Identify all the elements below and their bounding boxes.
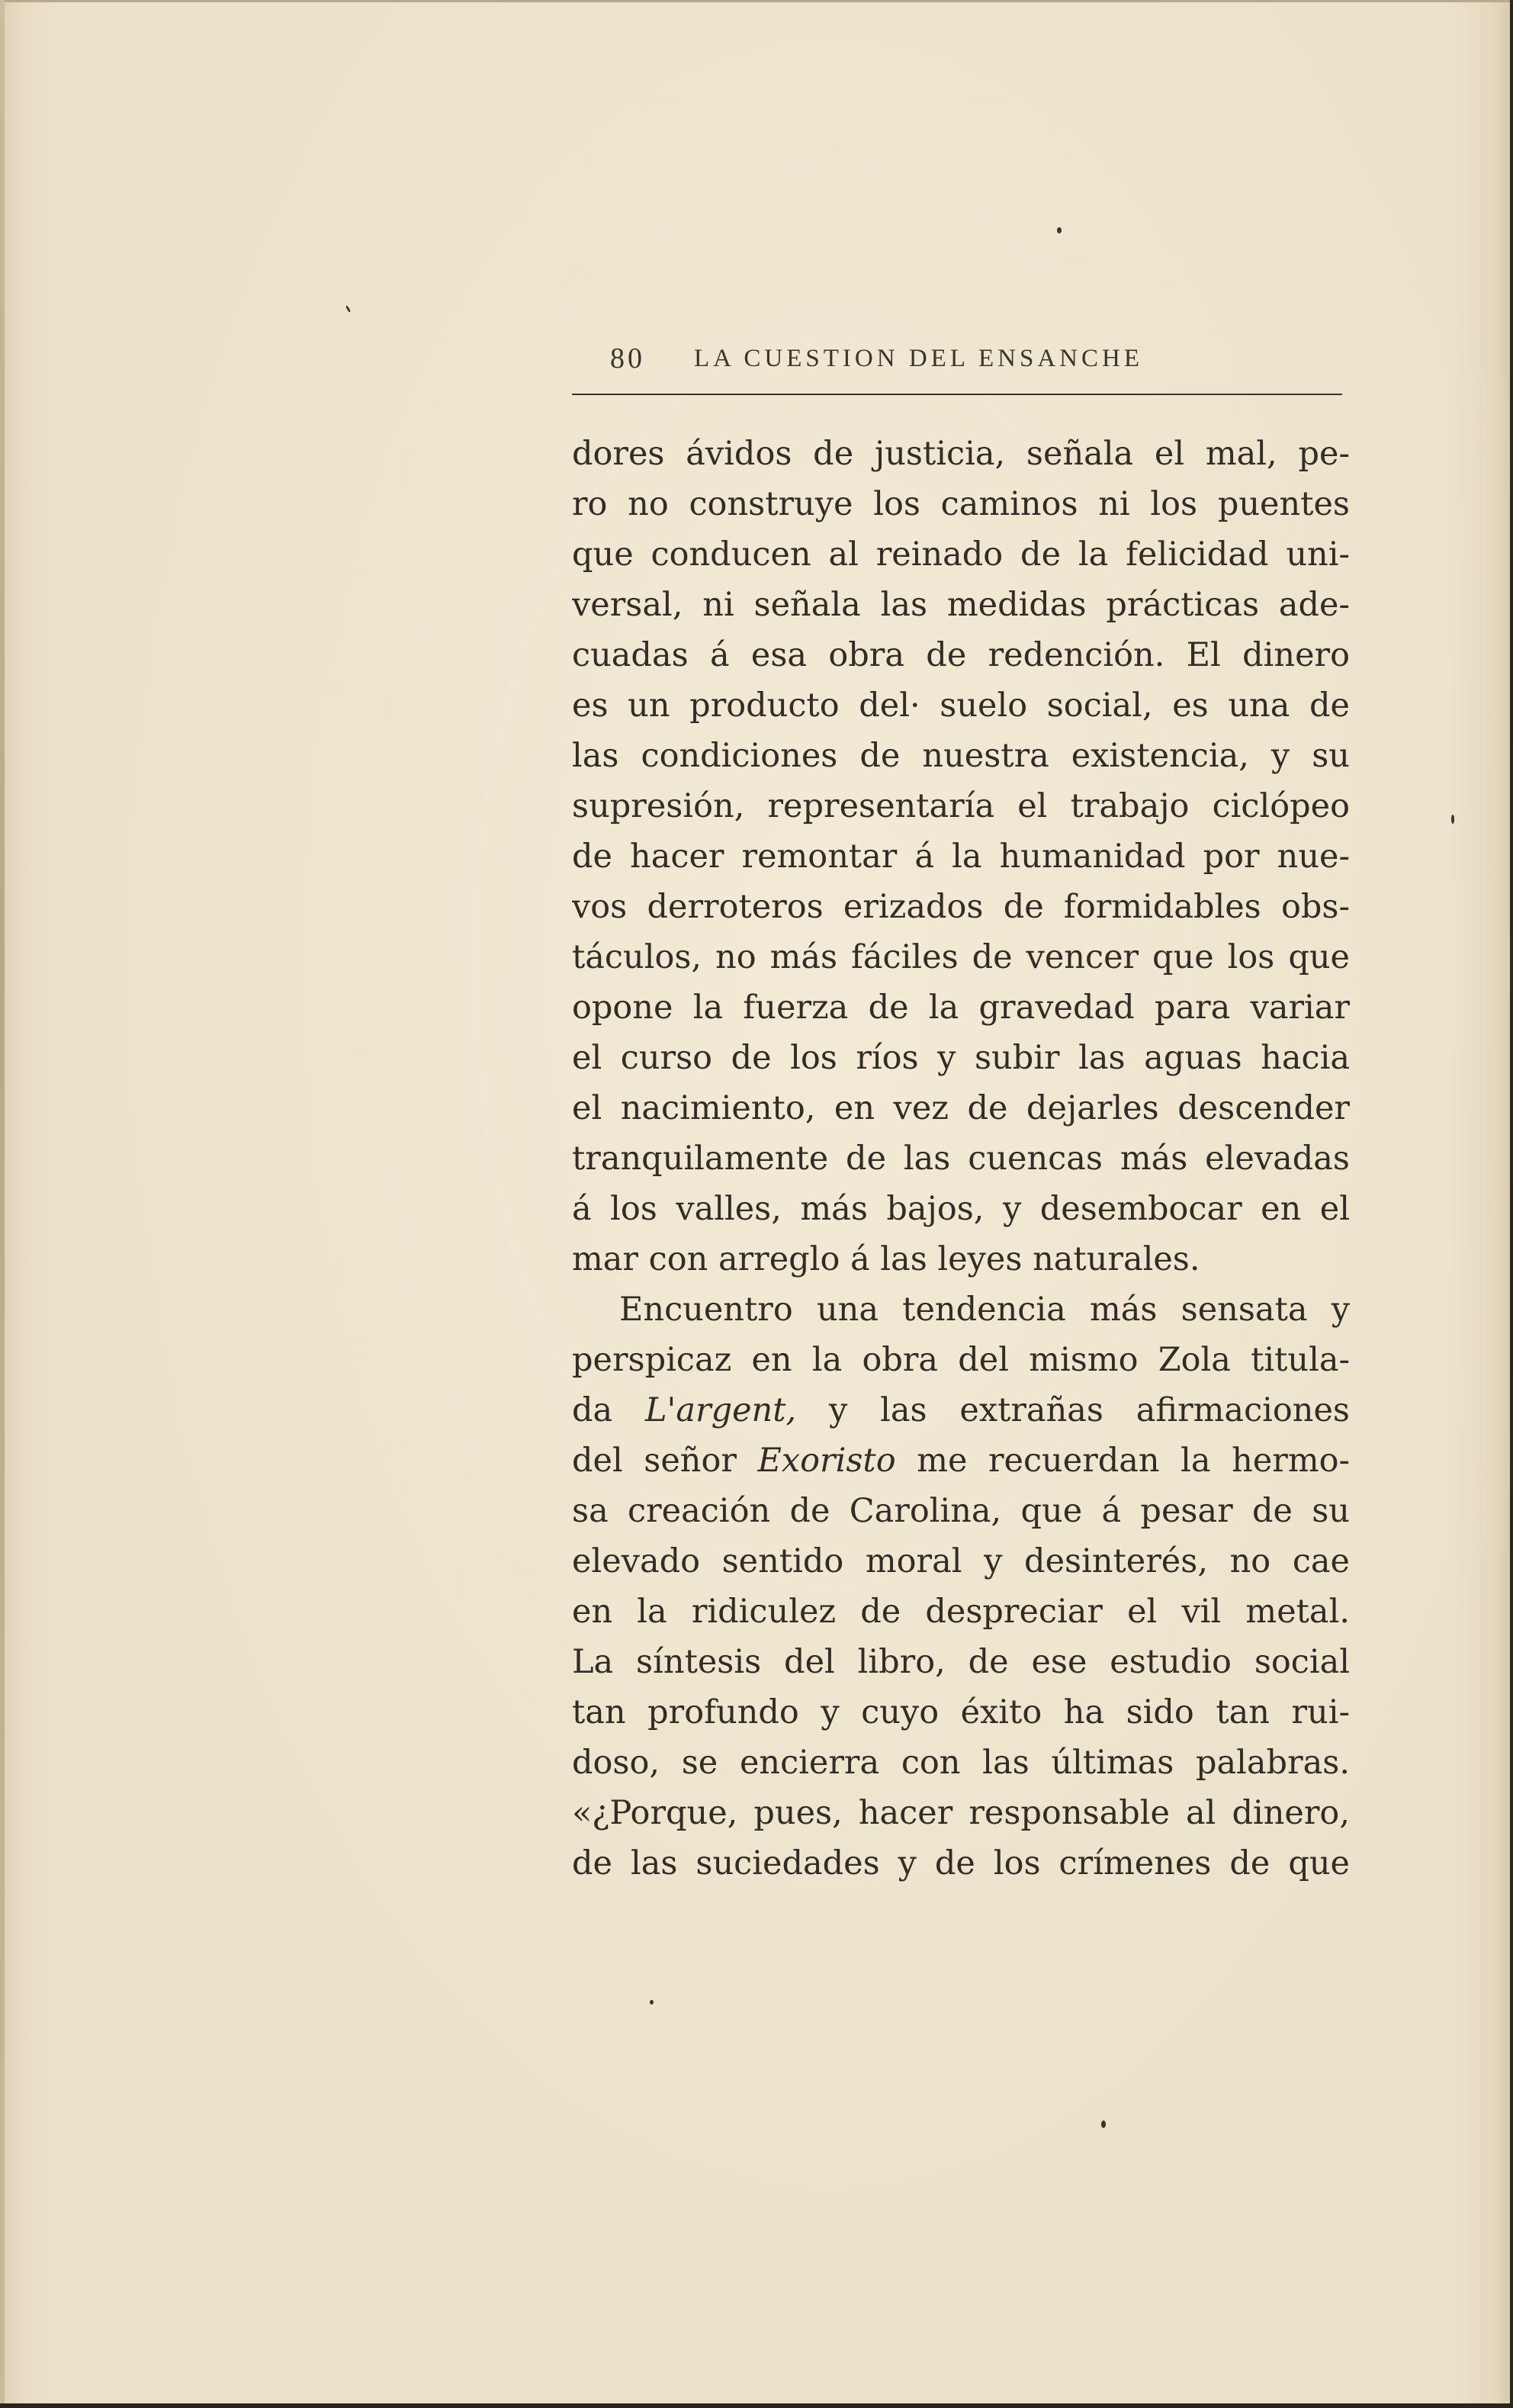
- text-fragment: da: [572, 1391, 613, 1429]
- page-top-edge: [0, 0, 1513, 2]
- text-line: dores ávidos de justicia, señala el mal, pe-: [572, 435, 1350, 473]
- text-line: Encuentro una tendencia más sensata y: [619, 1291, 1350, 1329]
- text-line: [572, 1435, 1350, 1486]
- page-right-edge: [1510, 0, 1513, 2408]
- ink-speck: [1101, 2120, 1106, 2128]
- text-line: el curso de los ríos y subir las aguas hacia: [572, 1039, 1350, 1077]
- text-line: las condiciones de nuestra existencia, y su: [572, 737, 1350, 775]
- text-line: elevado sentido moral y desinterés, no cae: [572, 1542, 1350, 1580]
- ink-speck: [1451, 815, 1454, 824]
- page-bottom-edge: [0, 2403, 1513, 2408]
- text-line: en la ridiculez de despreciar el vil metal.: [572, 1593, 1350, 1631]
- text-line: perspicaz en la obra del mismo Zola titula-: [572, 1341, 1350, 1379]
- book-title-italic: L'argent,: [645, 1391, 797, 1429]
- ink-speck: [650, 2000, 654, 2005]
- author-name-italic: Exoristo: [757, 1442, 896, 1480]
- text-line: vos derroteros erizados de formidables obs-: [572, 888, 1350, 926]
- text-line: doso, se encierra con las últimas palabras.: [572, 1744, 1350, 1782]
- text-line: que conducen al reinado de la felicidad uni-: [572, 535, 1350, 574]
- text-line: tan profundo y cuyo éxito ha sido tan rui-: [572, 1693, 1350, 1731]
- text-fragment: y las extrañas afirmaciones: [829, 1391, 1350, 1429]
- ink-speck: [1057, 227, 1062, 233]
- text-fragment: del señor: [572, 1442, 737, 1480]
- text-line: [572, 1385, 1350, 1435]
- text-line: sa creación de Carolina, que á pesar de su: [572, 1492, 1350, 1530]
- running-title: LA CUESTION DEL ENSANCHE: [694, 345, 1144, 372]
- text-line: La síntesis del libro, de ese estudio social: [572, 1643, 1350, 1681]
- ink-speck: [345, 305, 352, 313]
- header-rule: [572, 394, 1342, 395]
- text-fragment: me recuerdan la hermo-: [917, 1442, 1350, 1480]
- text-line: á los valles, más bajos, y desembocar en el: [572, 1190, 1350, 1228]
- text-line: mar con arreglo á las leyes naturales.: [572, 1240, 1200, 1278]
- text-line: de hacer remontar á la humanidad por nue-: [572, 837, 1350, 876]
- text-line: ro no construye los caminos ni los puentes: [572, 485, 1350, 523]
- page-left-edge: [0, 0, 5, 2408]
- text-line: el nacimiento, en vez de dejarles descender: [572, 1089, 1350, 1127]
- text-line: táculos, no más fáciles de vencer que los que: [572, 938, 1350, 976]
- text-line: de las suciedades y de los crímenes de que: [572, 1844, 1350, 1882]
- text-line: versal, ni señala las medidas prácticas ade-: [572, 586, 1350, 624]
- text-line: cuadas á esa obra de redención. El dinero: [572, 636, 1350, 674]
- running-header: [564, 342, 1342, 380]
- text-line: supresión, representaría el trabajo ciclópeo: [572, 787, 1350, 825]
- text-line: opone la fuerza de la gravedad para variar: [572, 989, 1350, 1027]
- text-line: «¿Porque, pues, hacer responsable al dinero,: [572, 1794, 1350, 1832]
- page-number: 80: [610, 342, 645, 375]
- text-line: es un producto del· suelo social, es una de: [572, 686, 1350, 725]
- body-text: [572, 429, 1350, 1889]
- text-line: tranquilamente de las cuencas más elevadas: [572, 1140, 1350, 1178]
